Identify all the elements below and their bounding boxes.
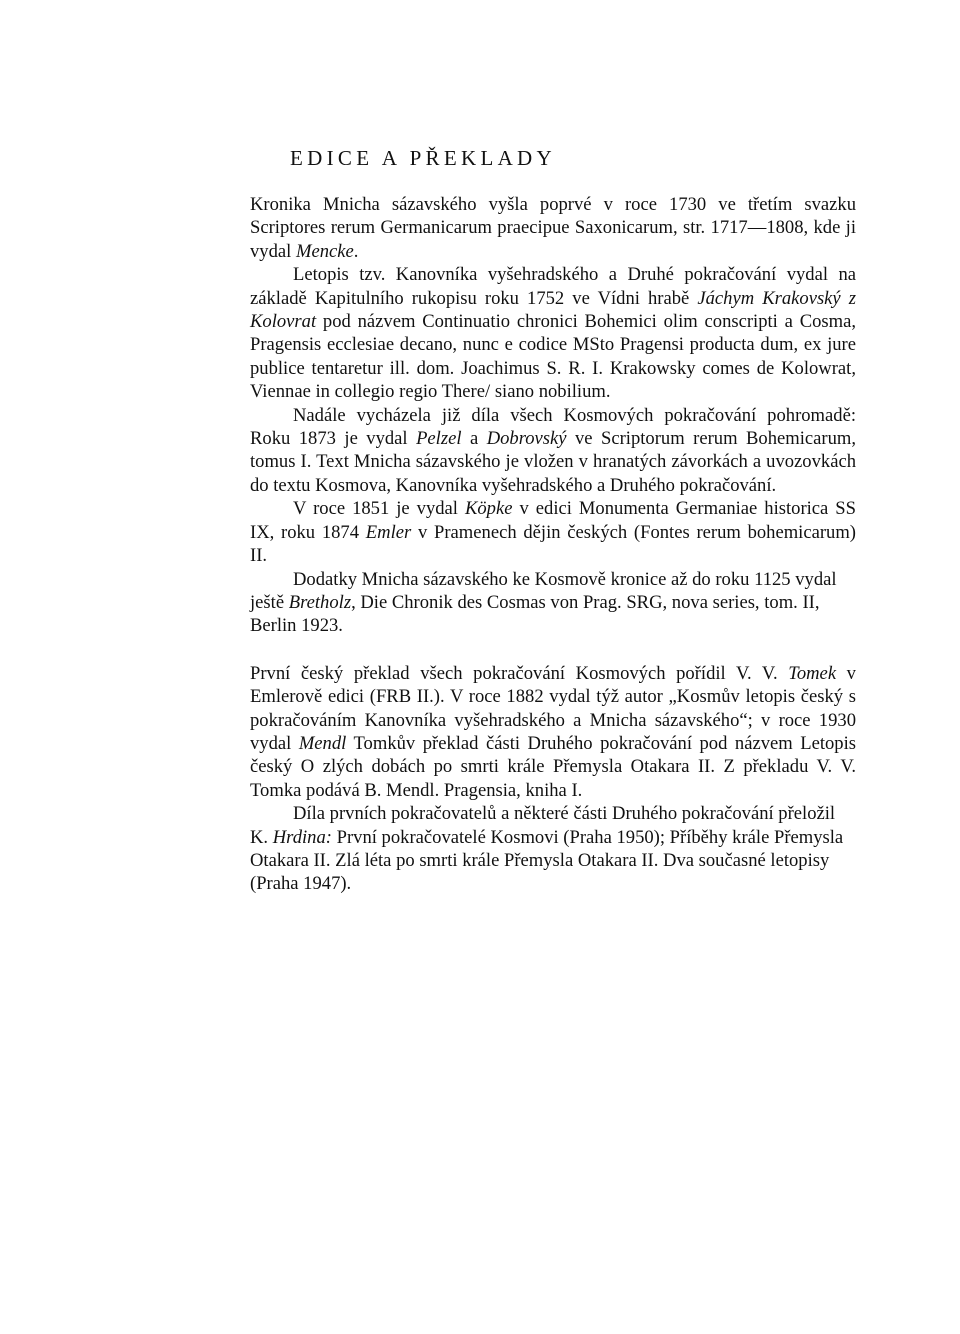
text-run: První český překlad všech pokračování Kosmových pořídil V. V. bbox=[250, 662, 789, 684]
text-run: Dodatky Mnicha sázavského ke Kosmově kronice až do roku 1125 vydal ještě bbox=[250, 568, 837, 613]
editions-paragraph-5 bbox=[250, 568, 856, 638]
editor-name: Köpke bbox=[464, 498, 513, 520]
text-run: v edici Monumenta Germaniae historica SS IX, roku 1874 bbox=[250, 498, 856, 543]
translator-name: Mendl bbox=[298, 732, 347, 754]
text-run: Letopis tzv. Kanovníka vyšehradského a Druhé pokračování vydal na základě Kapitulního rukopisu roku 1752 ve Vídni hrabě bbox=[250, 264, 856, 309]
editor-name: Emler bbox=[365, 521, 412, 543]
text-run: ve Scriptorum rerum Bohemicarum, tomus I. Text Mnicha sázavského je vložen v hranatých závorkách a uvozovkách do textu Kosmova, Kanovníka vyšehradského a Druhého pokračování. bbox=[250, 428, 856, 496]
editor-name: Dobrovský bbox=[486, 428, 567, 450]
section-gap bbox=[250, 638, 856, 662]
text-run: Díla prvních pokračovatelů a některé části Druhého pokračování přeložil K. bbox=[250, 803, 836, 848]
page-heading: EDICE A PŘEKLADY bbox=[290, 146, 556, 170]
text-run: Tomkův překlad části Druhého pokračování pod názvem Letopis český O zlých dobách po smrti krále Přemysla Otakara II. Z překladu V. V. Tomka podává B. Mendl. Pragensia, kniha I. bbox=[250, 732, 856, 801]
text-run: pod názvem Continuatio chronici Bohemici olim conscripti a Cosma, Pragensis ecclesiae decano, nunc e codice MSto Pragensi producta dum, ex jure publice tentaretur ill. dom. Joachimus S. R. I. Krakowsky comes de Kolowrat, Viennae in collegio regio There/ siano nobilium. bbox=[250, 311, 856, 403]
page-body bbox=[250, 193, 856, 896]
editions-paragraph-1 bbox=[250, 193, 856, 263]
editor-name: Mencke bbox=[295, 240, 354, 262]
text-run: Nadále vycházela již díla všech Kosmových pokračování pohromadě: Roku 1873 je vydal bbox=[250, 404, 856, 450]
editions-paragraph-2 bbox=[250, 263, 856, 403]
text-run: Kronika Mnicha sázavského vyšla poprvé v roce 1730 ve třetím svazku Scriptores rerum Germanicarum praecipue Saxonicarum, str. 1717—1808, kde ji vydal bbox=[250, 194, 856, 262]
text-run: a bbox=[461, 428, 487, 450]
text-run: , Die Chronik des Cosmas von Prag. SRG, nova series, tom. II, Berlin 1923. bbox=[250, 591, 820, 637]
editor-name: Bretholz bbox=[288, 591, 352, 613]
text-run: První pokračovatelé Kosmovi (Praha 1950); Příběhy krále Přemysla Otakara II. Zlá léta po smrti krále Přemysla Otakara II. Dva současné letopisy (Praha 1947). bbox=[250, 826, 844, 895]
editions-paragraph-4 bbox=[250, 497, 856, 567]
text-run: V roce 1851 je vydal bbox=[293, 498, 465, 520]
translations-paragraph-2 bbox=[250, 802, 856, 896]
text-run: v Pramenech dějin českých (Fontes rerum bohemicarum) II. bbox=[250, 521, 857, 567]
translator-name: Tomek bbox=[788, 662, 837, 684]
editor-name: Pelzel bbox=[416, 428, 462, 450]
text-run: . bbox=[353, 240, 359, 262]
text-run: v Emlerově edici (FRB II.). V roce 1882 vydal týž autor „Kosmův letopis český s pokračováním Kanovníka vyšehradského a Mnicha sázavského“; v roce 1930 vydal bbox=[250, 662, 856, 754]
translator-name: Hrdina: bbox=[272, 826, 332, 848]
editor-name: Jáchym Krakovský z Kolovrat bbox=[250, 287, 856, 333]
translations-paragraph-1 bbox=[250, 662, 856, 802]
editions-paragraph-3 bbox=[250, 404, 856, 498]
